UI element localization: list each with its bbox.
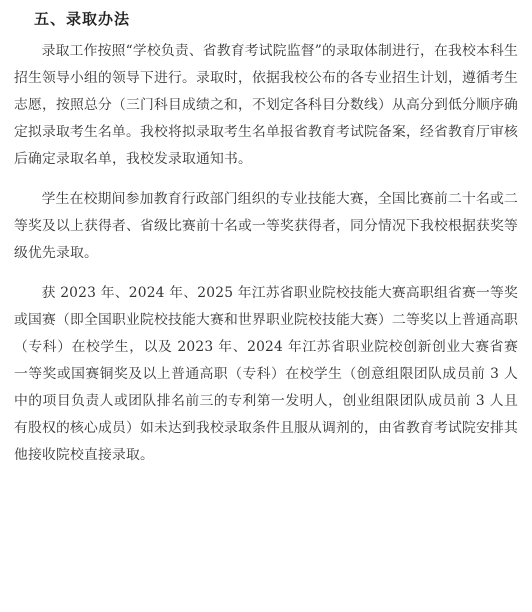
paragraph-award-winner-admission: 获 2023 年、2024 年、2025 年江苏省职业院校技能大赛高职组省赛一等奖或国赛（即全国职业院校技能大赛和世界职业院校技能大赛）二等奖以上普通高职（专科）在校学生，以及 2023 年、2024 年江苏省职业院校创新创业大赛省赛一等奖或国赛铜奖及以上普通高职（专科）在校学生（创意组限团队成员前 3 人中的项目负责人或团队排名前三的专利第一发明人，创业组限团队成员前 3 人且有股权的核心成员）如未达到我校录取条件且服从调剂的，由省教育考试院安排其他接收院校直接录取。: [14, 285, 518, 463]
paragraph-skill-competition-priority: 学生在校期间参加教育行政部门组织的专业技能大赛，全国比赛前二十名或二等奖及以上获得者、省级比赛前十名或一等奖获得者，同分情况下我校根据获奖等级优先录取。: [14, 191, 518, 261]
paragraph-admission-system: 录取工作按照“学校负责、省教育考试院监督”的录取体制进行，在我校本科生招生领导小组的领导下进行。录取时，依据我校公布的各专业招生计划，遵循考生志愿，按照总分（三门科目成绩之和，不划定各科目分数线）从高分到低分顺序确定拟录取考生名单。我校将拟录取考生名单报省教育考试院备案，经省教育厅审核后确定录取名单，我校发录取通知书。: [14, 43, 518, 167]
section-heading: 五、录取办法: [34, 10, 131, 28]
